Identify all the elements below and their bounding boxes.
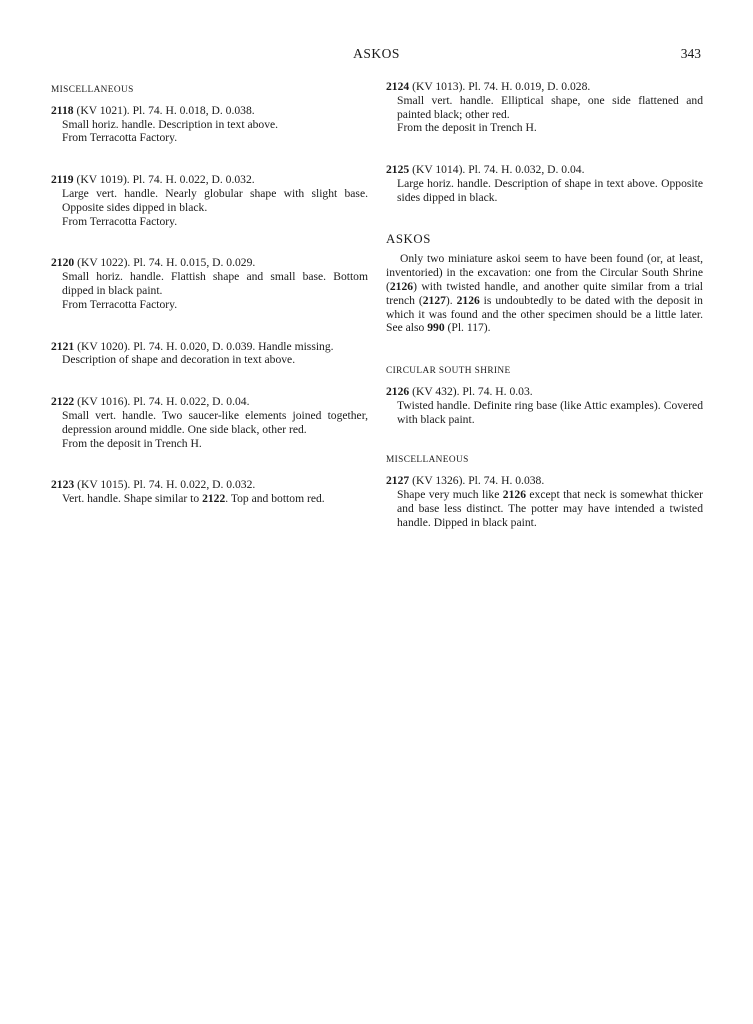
cross-reference: 2126	[502, 487, 526, 501]
cross-reference: 2126	[389, 279, 414, 293]
entry-number: 2124	[386, 80, 410, 93]
entry-number: 2123	[51, 478, 75, 492]
entry-description-text: Shape very much like	[397, 487, 503, 501]
entry-findspot: From Terracotta Factory.	[62, 297, 178, 311]
intro-text: ) with twisted handle, and another quite similar from a trial trench (	[386, 279, 703, 307]
intro-text: ).	[445, 293, 457, 307]
entry-heading	[386, 80, 703, 94]
entry-description: Large vert. handle. Nearly globular shape with slight base. Opposite sides dipped in black.	[62, 186, 368, 214]
catalogue-entry-2119	[51, 173, 368, 228]
section-label-miscellaneous: MISCELLANEOUS	[386, 455, 469, 466]
entry-findspot: From Terracotta Factory.	[62, 131, 178, 145]
entry-body	[397, 177, 703, 205]
entry-meta: (KV 1013). Pl. 74. H. 0.019, D. 0.028.	[409, 80, 591, 93]
section-intro-paragraph	[386, 252, 703, 335]
entry-number: 2119	[51, 173, 74, 187]
entry-body	[397, 488, 703, 529]
intro-text: is undoubtedly to be dated with the deposit in which it was found and the other specimen should be a little later. See also	[386, 293, 703, 335]
catalogue-entry-2125	[386, 163, 703, 204]
entry-description: Small horiz. handle. Flattish shape and small base. Bottom dipped in black paint.	[62, 270, 368, 297]
entry-number: 2121	[51, 339, 75, 353]
entry-heading	[51, 478, 368, 492]
entry-heading	[386, 474, 703, 488]
catalogue-entry-2124	[386, 80, 703, 135]
catalogue-entry-2123	[51, 478, 368, 506]
entry-meta: (KV 1016). Pl. 74. H. 0.022, D. 0.04.	[74, 395, 250, 409]
entry-heading	[51, 104, 368, 118]
catalogue-entry-2122	[51, 395, 368, 450]
entry-body	[62, 353, 368, 367]
entry-meta: (KV 1019). Pl. 74. H. 0.022, D. 0.032.	[73, 173, 255, 187]
entry-description	[62, 492, 368, 506]
entry-meta: (KV 1020). Pl. 74. H. 0.020, D. 0.039. Handle missing.	[74, 339, 334, 353]
entry-description: Small vert. handle. Elliptical shape, one side flattened and painted black; other red.	[397, 93, 703, 121]
entry-findspot: From the deposit in Trench H.	[397, 121, 537, 135]
entry-meta: (KV 1021). Pl. 74. H. 0.018, D. 0.038.	[73, 103, 255, 117]
intro-text: Only two miniature askoi seem to have been found (or, at least, inventoried) in the excavation: one from the Circular South Shrine (	[386, 252, 703, 293]
entry-findspot: From the deposit in Trench H.	[62, 436, 202, 450]
entry-findspot: From Terracotta Factory.	[62, 214, 178, 228]
section-label-circular-south-shrine: CIRCULAR SOUTH SHRINE	[386, 366, 511, 377]
entry-body	[62, 492, 368, 506]
entry-body	[397, 94, 703, 135]
page-number: 343	[680, 46, 701, 61]
catalogue-entry-2118	[51, 104, 368, 145]
intro-text: (Pl. 117).	[444, 321, 491, 335]
entry-number: 2118	[51, 103, 74, 117]
entry-description-text: Vert. handle. Shape similar to	[62, 492, 203, 506]
cross-reference: 990	[427, 321, 445, 335]
entry-description-text: except that neck is somewhat thicker and base less distinct. The potter may have intended a twisted handle. Dipped in black paint.	[397, 487, 703, 529]
entry-description: Twisted handle. Definite ring base (like Attic examples). Covered with black paint.	[397, 398, 703, 426]
catalogue-entry-2126	[386, 385, 703, 426]
running-head: ASKOS	[353, 46, 400, 61]
cross-reference: 2127	[422, 293, 446, 307]
entry-meta: (KV 1022). Pl. 74. H. 0.015, D. 0.029.	[74, 256, 256, 270]
entry-heading	[51, 395, 368, 409]
entry-heading	[51, 173, 368, 187]
entry-meta: (KV 1326). Pl. 74. H. 0.038.	[409, 474, 545, 488]
entry-description: Description of shape and decoration in text above.	[62, 353, 296, 367]
entry-heading	[386, 385, 703, 399]
entry-body	[62, 187, 368, 228]
entry-meta: (KV 1014). Pl. 74. H. 0.032, D. 0.04.	[409, 163, 585, 177]
entry-description: Small vert. handle. Two saucer-like elements joined together, depression around middle. One side black, other red.	[62, 408, 368, 436]
cross-reference: 2126	[456, 293, 480, 307]
entry-body	[397, 399, 703, 427]
entry-body	[62, 118, 368, 146]
entry-body	[62, 409, 368, 450]
entry-description-text: . Top and bottom red.	[225, 492, 325, 506]
entry-number: 2127	[386, 474, 410, 488]
cross-reference: 2122	[202, 492, 226, 506]
catalogue-entry-2120	[51, 256, 368, 311]
right-column	[386, 80, 703, 557]
entry-description: Small horiz. handle. Description in text above.	[62, 117, 279, 131]
entry-meta: (KV 1015). Pl. 74. H. 0.022, D. 0.032.	[74, 478, 256, 492]
entry-heading	[386, 163, 703, 177]
catalogue-entry-2127	[386, 474, 703, 529]
catalogue-entry-2121	[51, 340, 368, 368]
left-column	[51, 84, 368, 534]
entry-number: 2126	[386, 384, 410, 398]
entry-description	[397, 488, 703, 529]
section-title-askos: ASKOS	[386, 231, 431, 246]
section-label-miscellaneous: MISCELLANEOUS	[51, 85, 134, 95]
entry-heading	[51, 340, 368, 354]
entry-number: 2120	[51, 256, 75, 270]
entry-description: Large horiz. handle. Description of shape in text above. Opposite sides dipped in black.	[397, 176, 703, 204]
entry-meta: (KV 432). Pl. 74. H. 0.03.	[409, 384, 533, 398]
entry-heading	[51, 256, 368, 270]
entry-number: 2122	[51, 395, 75, 409]
entry-body	[62, 270, 368, 311]
entry-number: 2125	[386, 163, 410, 177]
